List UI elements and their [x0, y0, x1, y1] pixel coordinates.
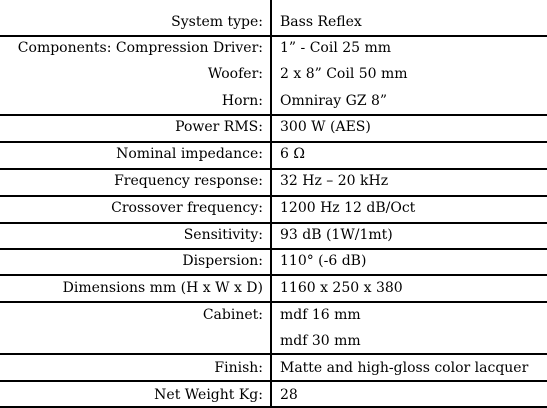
spec-row-dispersion: [0, 248, 547, 274]
spec-label: Sensitivity:: [183, 227, 263, 243]
spec-label: Frequency response:: [114, 173, 263, 189]
spec-label: Net Weight Kg:: [154, 387, 263, 403]
spec-value: Matte and high-gloss color lacquer: [280, 360, 529, 376]
spec-label: Crossover frequency:: [111, 200, 263, 216]
spec-value: 1160 x 250 x 380: [280, 280, 403, 296]
spec-value: 1200 Hz 12 dB/Oct: [280, 200, 416, 216]
spec-value: 2 x 8” Coil 50 mm: [280, 66, 408, 82]
spec-value: 28: [280, 387, 298, 403]
spec-row-finish: [0, 355, 547, 381]
spec-row-net-weight: [0, 382, 547, 408]
spec-value: 1” - Coil 25 mm: [280, 40, 392, 56]
spec-value: 110° (-6 dB): [280, 253, 367, 269]
spec-row-frequency-response: [0, 168, 547, 194]
spec-label: Dimensions mm (H x W x D): [62, 280, 263, 296]
spec-row-power-rms: [0, 114, 547, 140]
spec-label: System type:: [171, 14, 263, 30]
spec-label: Cabinet:: [202, 307, 263, 323]
spec-value: 32 Hz – 20 kHz: [280, 173, 389, 189]
spec-row-sensitivity: [0, 222, 547, 248]
spec-value: mdf 30 mm: [280, 333, 361, 349]
spec-label: Horn:: [221, 93, 263, 109]
spec-row-horn: [0, 88, 547, 114]
spec-value: 6 Ω: [280, 146, 305, 162]
spec-row-system-type: [0, 9, 547, 35]
spec-value: mdf 16 mm: [280, 307, 361, 323]
spec-row-compression-driver: [0, 35, 547, 61]
spec-value: Bass Reflex: [280, 14, 362, 30]
spec-label: Nominal impedance:: [116, 146, 263, 162]
spec-row-crossover-frequency: [0, 195, 547, 221]
spec-value: 300 W (AES): [280, 119, 371, 135]
spec-value: Omniray GZ 8”: [280, 93, 388, 109]
spec-value-group: [280, 302, 361, 354]
spec-label: Power RMS:: [175, 119, 263, 135]
spec-row-woofer: [0, 61, 547, 87]
spec-label: Finish:: [214, 360, 263, 376]
spec-row-cabinet: [0, 302, 547, 354]
spec-label: Woofer:: [207, 66, 263, 82]
spec-label: Dispersion:: [182, 253, 263, 269]
spec-label: Components: Compression Driver:: [17, 40, 263, 56]
spec-row-nominal-impedance: [0, 141, 547, 167]
spec-value: 93 dB (1W/1mt): [280, 227, 393, 243]
spec-row-dimensions: [0, 275, 547, 301]
